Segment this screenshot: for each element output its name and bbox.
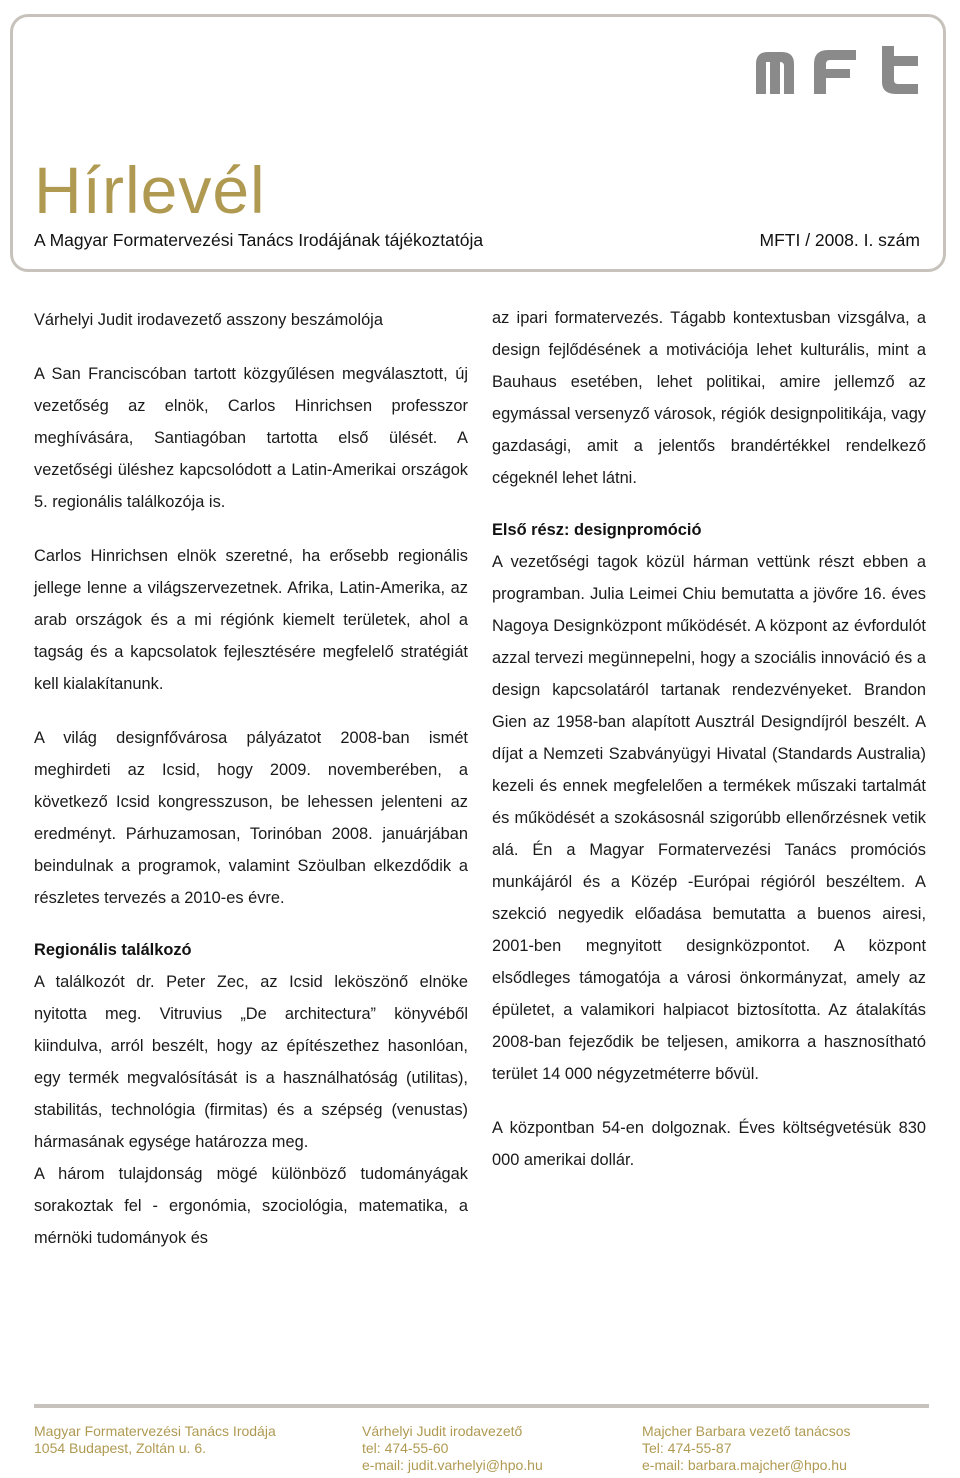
left-column	[34, 304, 468, 1254]
paragraph: Carlos Hinrichsen elnök szeretné, ha erősebb regionális jellege lenne a világszervezetnek. Afrika, Latin-Amerika, az arab országok és a mi régiónk kiemelt területek, ahol a tagság és a kapcsolatok fejlesztésére megfelelő stratégiát kell kialakítanunk.	[34, 547, 468, 693]
footer-line: Várhelyi Judit irodavezető	[362, 1423, 523, 1439]
footer-line: Magyar Formatervezési Tanács Irodája	[34, 1423, 276, 1439]
section-heading: Első rész: designpromóció	[492, 521, 702, 539]
footer-divider	[34, 1404, 929, 1408]
footer-line: 1054 Budapest, Zoltán u. 6.	[34, 1440, 207, 1456]
right-column	[492, 302, 926, 1176]
paragraph: A központban 54-en dolgoznak. Éves költségvetésük 830 000 amerikai dollár.	[492, 1119, 926, 1169]
report-heading: Várhelyi Judit irodavezető asszony beszámolója	[34, 311, 383, 329]
paragraph: A vezetőségi tagok közül hárman vettünk részt ebben a programban. Julia Leimei Chiu bemutatta a jövőre 16. éves Nagoya Designközpont működését. A központ az évfordulót azzal tervezi megünnepelni, hogy a szociális innováció és a design kapcsolatáról tartanak rendezvényeket. Brandon Gien az 1958-ban alapított Ausztrál Designdíjról beszélt. A díjat a Nemzeti Szabványügyi Hivatal (Standards Australia) kezeli és ennek megfelelően a termékek műszaki tartalmát és működését a szokásosnál szigorúbb ellenőrzésnek vetik alá. Én a Magyar Formatervezési Tanács promóciós munkájáról és a Közép -Európai régióról beszéltem. A szekció negyedik előadása bemutatta a buenos airesi, 2001-ben megnyitott designközpontot. A központ elsődleges támogatója a városi önkormányzat, amely az épületet, a valamikori halpiacot biztosította. Az átalakítás 2008-ban fejeződik be teljesen, amikorra a hasznosítható terület 14 000 négyzetméterre bővül.	[492, 553, 926, 1083]
newsletter-title: Hírlevél	[34, 153, 266, 227]
issue-number: MFTI / 2008. I. szám	[759, 230, 920, 250]
section-heading: Regionális találkozó	[34, 941, 192, 959]
footer-contact-advisor	[642, 1423, 851, 1474]
footer-line: Tel: 474-55-87	[642, 1440, 732, 1456]
paragraph: A három tulajdonság mögé különböző tudományágak sorakoztak fel - ergonómia, szociológia, matematika, a mérnöki tudományok és	[34, 1165, 468, 1247]
footer-line: tel: 474-55-60	[362, 1440, 449, 1456]
mft-logo	[752, 44, 924, 98]
footer-email-link[interactable]: e-mail: judit.varhelyi@hpo.hu	[362, 1457, 543, 1473]
footer-office	[34, 1423, 276, 1457]
paragraph: A San Franciscóban tartott közgyűlésen megválasztott, új vezetőség az elnök, Carlos Hinrichsen professzor meghívására, Santiagóban tartotta első ülését. A vezetőségi üléshez kapcsolódott a Latin-Amerikai országok 5. regionális találkozója is.	[34, 365, 468, 511]
footer-line: Majcher Barbara vezető tanácsos	[642, 1423, 851, 1439]
paragraph: A találkozót dr. Peter Zec, az Icsid leköszönő elnöke nyitotta meg. Vitruvius „De architectura” könyvéből kiindulva, arról beszélt, hogy az építészethez hasonlóan, egy termék megvalósítását is a használhatóság (utilitas), stabilitás, technológia (firmitas) és a szépség (venustas) hármasának egysége határozza meg.	[34, 973, 468, 1151]
paragraph: az ipari formatervezés. Tágabb kontextusban vizsgálva, a design fejlődésének a motivációja lehet kulturális, mint a Bauhaus esetében, lehet politikai, amire jellemző az egymással versenyző városok, régiók designpolitikája, vagy gazdasági, amit a jelentős brandértékkel rendelkező cégeknél lehet látni.	[492, 309, 926, 487]
footer-contact-director	[362, 1423, 543, 1474]
paragraph: A világ designfővárosa pályázatot 2008-ban ismét meghirdeti az Icsid, hogy 2009. novemberében, a következő Icsid kongresszuson, be lehessen jelenteni az eredményt. Párhuzamosan, Torinóban 2008. januárjában beindulnak a programok, valamint Szöulban elkezdődik a részletes tervezés a 2010-es évre.	[34, 729, 468, 907]
newsletter-subtitle: A Magyar Formatervezési Tanács Irodájának tájékoztatója	[34, 230, 484, 250]
footer-email-link[interactable]: e-mail: barbara.majcher@hpo.hu	[642, 1457, 847, 1473]
